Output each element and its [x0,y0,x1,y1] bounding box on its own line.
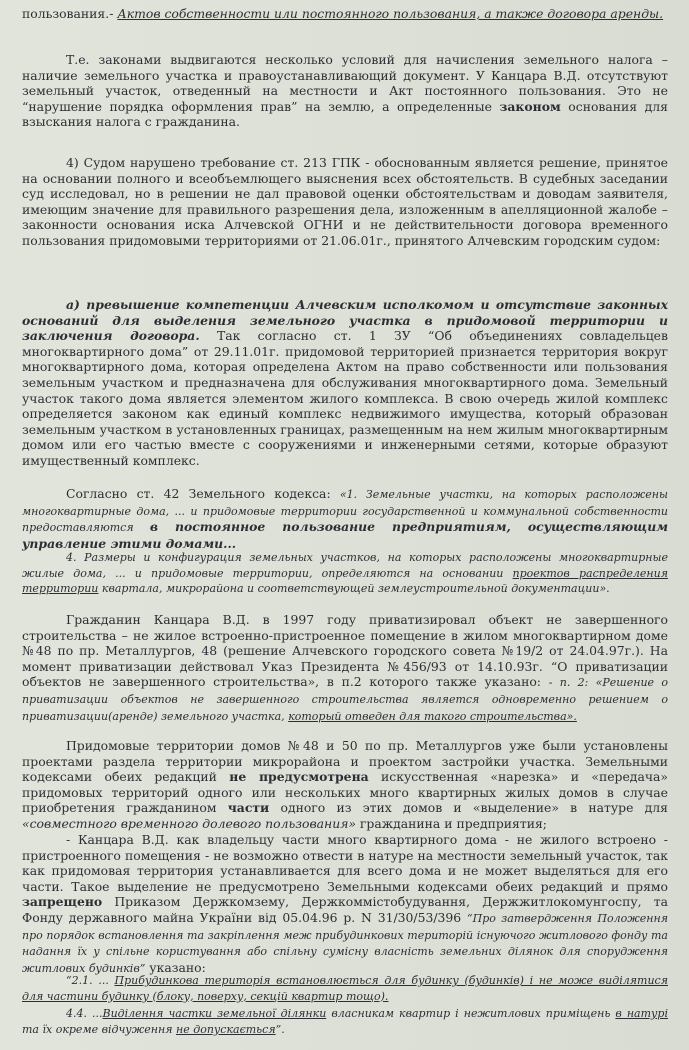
text-run: 4) Судом нарушено требование ст. 213 ГПК - обоснованным является решение, принятое на основании полного и всеобъемлющего выяснения всех обстоятельств. В судебных заседании суд исследовал, но в решении не дал правовой оценки обстоятельствам и доводам заявителя, имеющим значение для правильного разрешения дела, изложенным в апелляционной жалобе – законности основания иска Алчевской ОГНИ и не действительности договора временного пользования придомовыми территориями от 21.06.01г., принятого Алчевским городским судом: [22,155,668,248]
paragraph-9 [22,973,668,1004]
text-underlined: проектов распределения территории [22,566,668,596]
text-run: одного из этих домов и «выделение» в натуре для [269,800,668,816]
text-bold-italic: а) превышение компетенции Алчевским исполкомом и отсутствие законных оснований для выделения земельного участка в придомовой территории и заключения договора. [22,297,668,344]
text-italic-quote: «1. Земельные участки, на которых расположены многоквартирные дома, ... и придомовые территории государственной и коммунальной собственности предоставляются [22,488,669,535]
text-run: власникам квартир і нежитлових приміщень [326,1007,616,1020]
paragraph-4 [22,486,668,551]
text-italic-underlined: который отведен для такого строительства». [288,709,577,723]
text-run: Так согласно ст. 1 ЗУ “Об объединениях совладельцев многоквартирного дома” от 29.11.01г. придомовой территорией признается территория вокруг многоквартирного дома, которая определена Актом на право собственности или пользования земельным участком и предназначена для обслуживания многоквартирного дома. Земельный участок такого дома является элементом жилого комплекса. В свою очередь жилой комплекс определяется законом как единый комплекс недвижимого имущества, который образован земельным участком в установленных границах, размещенным на нем жилым многоквартирным домом или его частью вместе с сооружениями и инженерными сетями, которые образуют имущественный комплекс. [22,328,668,468]
text-italic-quote: - п. 2: «Решение о приватизации объектов не завершенного строительства является одновременно решением о приватизации(аренде) земельного участка, [22,676,668,723]
text-underlined: в натурі [615,1007,668,1020]
text-run: искусственная «нарезка» и «передача» придомовых территорий одного или нескольких много квартирных жилых домов в случае приобретения гражданином [22,769,668,816]
text-italic-underlined: Актов собственности или постоянного пользования, а также договора аренды. [117,6,664,21]
text-run: гражданина и предприятия; [355,815,547,831]
text-run: - Канцара В.Д. как владельцу части много квартирного дома - не жилого встроено - пристроенного помещения - не возможно отвести в натуре на местности земельный участок, так как придомовая территория устанавливается для всего дома и не может выделяться для его части. Такое выделение не предусмотрено Земельными кодексами обеих редакций и прямо [22,832,668,894]
text-run: квартала, микрорайона и соответствующей землеустроительной документации». [98,582,610,596]
text-run: Гражданин Канцара В.Д. в 1997 году приватизировал объект не завершенного строительства – не жилое встроенно-пристроенное помещение в жилом многоквартирном доме №48 по пр. Металлургов, 48 (решение Алчевского городского совета №19/2 от 24.04.97г.). На момент приватизации действовал Указ Президента №456/93 от 14.10.93г. “О приватизации объектов не завершенного строительства», в п.2 которого также указано: [22,612,668,690]
paragraph-6 [22,612,668,724]
text-underlined: не допускається [175,1022,276,1036]
text-run: 4. Размеры и конфигурация земельных участков, на которых расположены многоквартирные жилые дома, ... и придомовые территории, определяются на основании [22,551,668,580]
text-run: Согласно ст. 42 Земельного кодекса: [66,486,340,501]
text-run: Приказом Держкомзему, Держкоммістобудування, Держжитлокомунгоспу, та Фонду державного майна України від 05.04.96 р. N 31/30/53/396 [22,894,668,925]
text-italic-quote: “Про затвердження Положення про порядок встановлення та закріплення меж прибудинкових територій існуючого житлового фонду та надання їх у спільне користування або спільну сумісну власність земельних ділянок для спорудження житлових будинків” [22,911,668,975]
text-bold-italic: в постоянное пользование предприятиям, осуществляющим управление этими домами... [22,519,668,551]
text-run: Придомовые территории домов №48 и 50 по пр. Металлургов уже были установлены проектами раздела территории микрорайона и проектом застройки участка. Земельными кодексами обеих редакций [22,738,668,785]
text-bold: законом [499,98,561,114]
text-run: основания для взыскания налога с гражданина. [22,98,668,130]
text-underlined: Виділення частки земельної ділянки [102,1007,327,1020]
text-run: указано: [145,959,206,975]
text-run: ”. [275,1022,285,1036]
text-run: 4.4. ... [66,1007,103,1020]
text-lead: пользования.- [22,6,118,21]
text-italic: «совместного временного долевого пользования» [22,815,356,831]
text-run: “2.1. ... [66,974,115,987]
paragraph-2 [22,155,668,249]
paragraph-10 [22,1006,668,1037]
paragraph-0 [22,6,668,22]
text-bold: части [227,800,270,816]
text-bold: не предусмотрена [229,769,369,785]
text-run: Т.е. законами выдвигаются несколько условий для начисления земельного налога – наличие земельного участка и правоустанавливающий документ. У Канцара В.Д. отсутствуют земельный участок, отведенный на местности и Акт постоянного пользования. Это не “нарушение порядка оформления прав” на землю, а определенные [22,52,668,114]
text-bold: запрещено [22,894,103,910]
paragraph-3 [22,297,668,469]
paragraph-1 [22,52,668,130]
text-run: та їх окреме відчуження [22,1022,176,1036]
paragraph-8 [22,832,668,976]
paragraph-5 [22,550,668,597]
text-underlined: Прибудинкова територія встановлюється для будинку (будинків) і не може виділятися для частини будинку (блоку, поверху, секцій квартир тощо). [22,974,668,1003]
paragraph-7 [22,738,668,832]
